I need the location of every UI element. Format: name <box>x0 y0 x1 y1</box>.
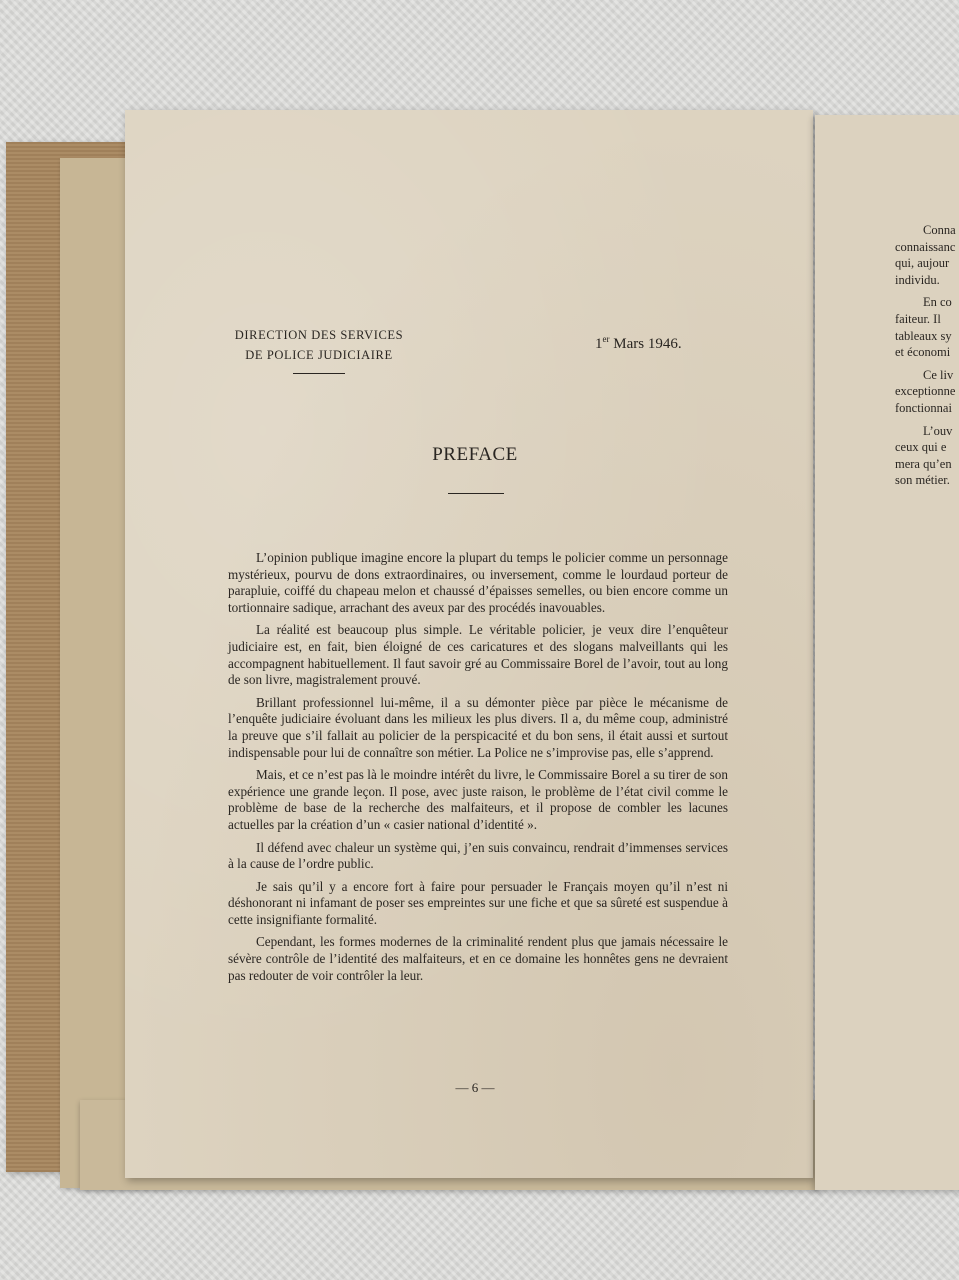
header-rule <box>293 373 345 374</box>
paragraph <box>895 222 959 288</box>
paragraph <box>895 367 959 417</box>
paragraph: L’opinion publique imagine encore la plupart du temps le policier comme un personnage mystérieux, pourvu de dons extraordinaires, ou inversement, comme le lourdaud porteur de parapluie, coiffé du chapeau melon et chaussé d’épaisses semelles, ou bien encore comme un tortionnaire sadique, arrachant des aveux par des procédés inavouables. <box>228 550 728 615</box>
text-line: faiteur. Il <box>895 311 941 326</box>
document-page-right <box>815 115 959 1190</box>
header-institution <box>229 325 409 374</box>
text-line: exceptionne <box>895 384 956 399</box>
text-line: mera qu’en <box>895 456 952 471</box>
text-line: individu. <box>895 272 940 287</box>
text-line: tableaux sy <box>895 328 952 343</box>
page-number: — 6 — <box>455 1080 495 1095</box>
paragraph: Brillant professionnel lui-même, il a su démonter pièce par pièce le mécanisme de l’enquête judiciaire évoluant dans les milieux les plus divers. Il a, du même coup, administré la preuve que s’il fallait au policier de la perspicacité et du bon sens, il était aussi et surtout indispensable pour lui de connaître son métier. La Police ne s’improvise pas, elle s’apprend. <box>228 694 728 760</box>
text-line: ceux qui e <box>895 440 947 455</box>
paragraph: La réalité est beaucoup plus simple. Le véritable policier, je veux dire l’enquêteur judiciaire est, en fait, bien éloigné de ces caricatures et des slogans malveillants qui les accompagnent habituellement. Il faut savoir gré au Commissaire Borel de l’avoir, tout au long de son livre, magistralement prouvé. <box>228 622 728 688</box>
text-line: connaissanc <box>895 239 956 254</box>
text-line: Conna <box>923 223 956 237</box>
paragraph: Il défend avec chaleur un système qui, j’en suis convaincu, rendrait d’immenses services à la cause de l’ordre public. <box>228 839 728 872</box>
preface-body <box>228 550 728 990</box>
text-line: son métier. <box>895 473 950 488</box>
title-rule <box>448 493 504 494</box>
document-page-left <box>125 110 813 1178</box>
text-line: et économi <box>895 345 951 360</box>
paragraph <box>895 423 959 489</box>
header-line-2: DE POLICE JUDICIAIRE <box>245 348 393 362</box>
right-page-text <box>895 222 959 495</box>
header-line-1: DIRECTION DES SERVICES <box>234 328 404 342</box>
paragraph <box>895 294 959 360</box>
paragraph: Cependant, les formes modernes de la criminalité rendent plus que jamais nécessaire le sévère contrôle de l’identité des malfaiteurs, et en ce domaine les honnêtes gens ne devraient pas redouter de voir contrôler la leur. <box>228 934 728 983</box>
paragraph: Mais, et ce n’est pas là le moindre intérêt du livre, le Commissaire Borel a su tirer de son expérience une grande leçon. Il pose, avec juste raison, le problème de l’état civil comme le problème de base de la recherche des malfaiteurs, et il propose de combler les lacunes actuelles par la création d’un « casier national d’identité ». <box>228 767 728 832</box>
text-line: fonctionnai <box>895 400 952 415</box>
text-line: L’ouv <box>923 423 953 438</box>
header-date: 1er Mars 1946. <box>595 334 682 352</box>
text-line: qui, aujour <box>895 256 950 271</box>
text-line: Ce liv <box>923 367 954 382</box>
paragraph: Je sais qu’il y a encore fort à faire pour persuader le Français moyen qu’il n’est ni déshonorant ni infamant de poser ses empreintes sur une fiche et que sa sûreté est suspendue à cette insignifiante formalité. <box>228 878 728 927</box>
page-title: PREFACE <box>432 444 518 465</box>
text-line: En co <box>923 295 952 310</box>
